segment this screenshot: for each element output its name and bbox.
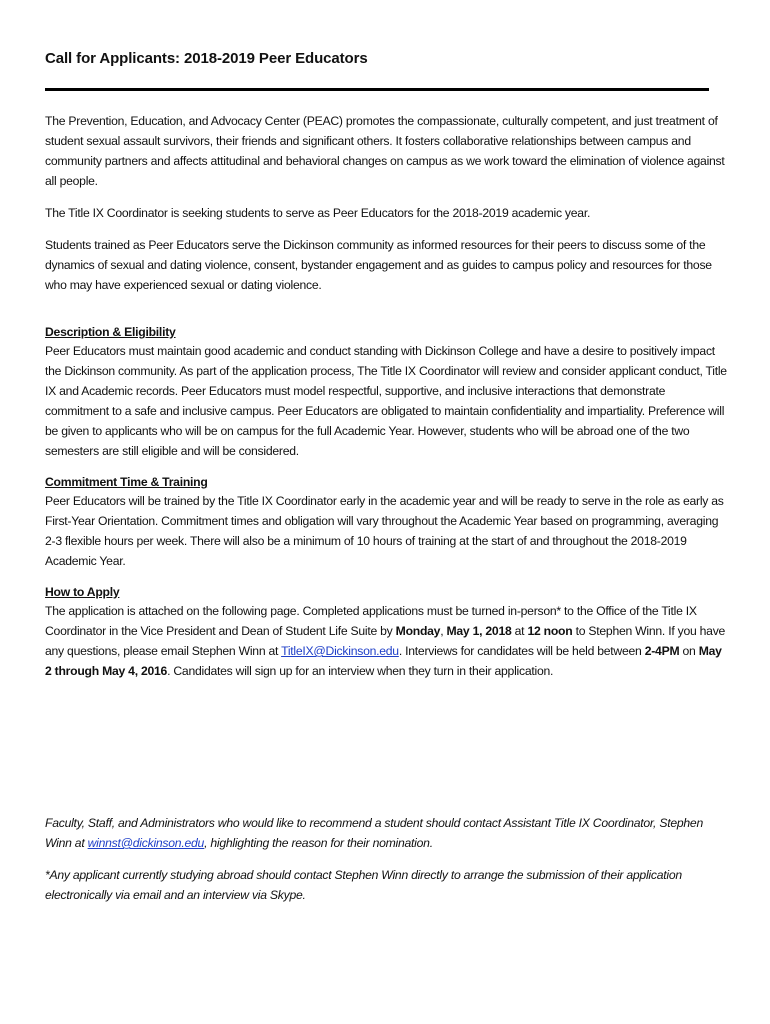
document-page: [45, 0, 730, 1024]
titleix-email-link[interactable]: TitleIX@Dickinson.edu: [281, 644, 399, 658]
title-divider: [45, 88, 709, 91]
recommend-text-part1: Faculty, Staff, and Administrators who would like to recommend a student should contact Assistant Title IX Coordinator, Stephen Winn at: [45, 816, 703, 850]
apply-text-part6: . Candidates will sign up for an interview when they turn in their application.: [167, 664, 554, 678]
interview-dates: May 2 through May 4, 2016: [45, 644, 722, 678]
recommendation-note: [45, 813, 730, 853]
document-body: [45, 111, 730, 681]
how-to-apply-heading: How to Apply: [45, 585, 120, 599]
deadline-weekday: Monday: [395, 624, 441, 638]
apply-text-part2: at: [511, 624, 528, 638]
apply-text-part4: . Interviews for candidates will be held between: [398, 644, 645, 658]
deadline-date: May 1, 2018: [446, 624, 512, 638]
deadline-time: 12 noon: [527, 624, 573, 638]
apply-text-sep1: ,: [440, 624, 447, 638]
description-heading: Description & Eligibility: [45, 325, 176, 339]
interview-time: 2-4PM: [644, 644, 680, 658]
page-title: Call for Applicants: 2018-2019 Peer Educators: [45, 50, 368, 67]
intro-paragraph-peac: The Prevention, Education, and Advocacy Center (PEAC) promotes the compassionate, culturally competent, and just treatment of student sexual assault survivors, their friends and significant others. It fosters collaborative relationships between campus and community partners and affects attitudinal and behavioral changes on campus as we work toward the elimination of violence against all people.: [45, 114, 725, 188]
commitment-heading: Commitment Time & Training: [45, 475, 208, 489]
intro-paragraph-role: Students trained as Peer Educators serve the Dickinson community as informed resources for their peers to discuss some of the dynamics of sexual and dating violence, consent, bystander engagement and as guides to campus policy and resources for those who may have experienced sexual or dating violence.: [45, 238, 712, 292]
apply-text-part3: to Stephen Winn. If you have any questions, please email Stephen Winn at: [45, 624, 726, 658]
description-paragraph: Peer Educators must maintain good academic and conduct standing with Dickinson College and have a desire to positively impact the Dickinson community. As part of the application process, The Title IX Coordinator will review and consider applicant conduct, Title IX and Academic records. Peer Educators must model respectful, supportive, and inclusive interactions that demonstrate commitment to a safe and inclusive campus. Peer Educators are obligated to maintain confidentiality and impartiality. Preference will be given to applicants who will be on campus for the full Academic Year. However, students who will be abroad one of the two semesters are still eligible and will be considered.: [45, 344, 727, 458]
commitment-paragraph: Peer Educators will be trained by the Title IX Coordinator early in the academic year and will be ready to serve in the role as early as First-Year Orientation. Commitment times and obligation will vary throughout the Academic Year based on programming, averaging 2-3 flexible hours per week. There will also be a minimum of 10 hours of training at the start of and throughout the 2018-2019 Academic Year.: [45, 494, 724, 568]
how-to-apply-paragraph: [45, 601, 730, 681]
recommend-text-part2: , highlighting the reason for their nomination.: [204, 836, 433, 850]
winnst-email-link[interactable]: winnst@dickinson.edu: [87, 836, 205, 850]
apply-text-part5: on: [679, 644, 699, 658]
apply-text-part1: The application is attached on the following page. Completed applications must be turned in-person* to the Office of the Title IX Coordinator in the Vice President and Dean of Student Life Suite by: [45, 604, 697, 638]
abroad-note: *Any applicant currently studying abroad should contact Stephen Winn directly to arrange the submission of their application electronically via email and an interview via Skype.: [45, 868, 682, 902]
intro-paragraph-seeking: The Title IX Coordinator is seeking students to serve as Peer Educators for the 2018-2019 academic year.: [45, 206, 591, 220]
document-footer: [45, 813, 730, 905]
